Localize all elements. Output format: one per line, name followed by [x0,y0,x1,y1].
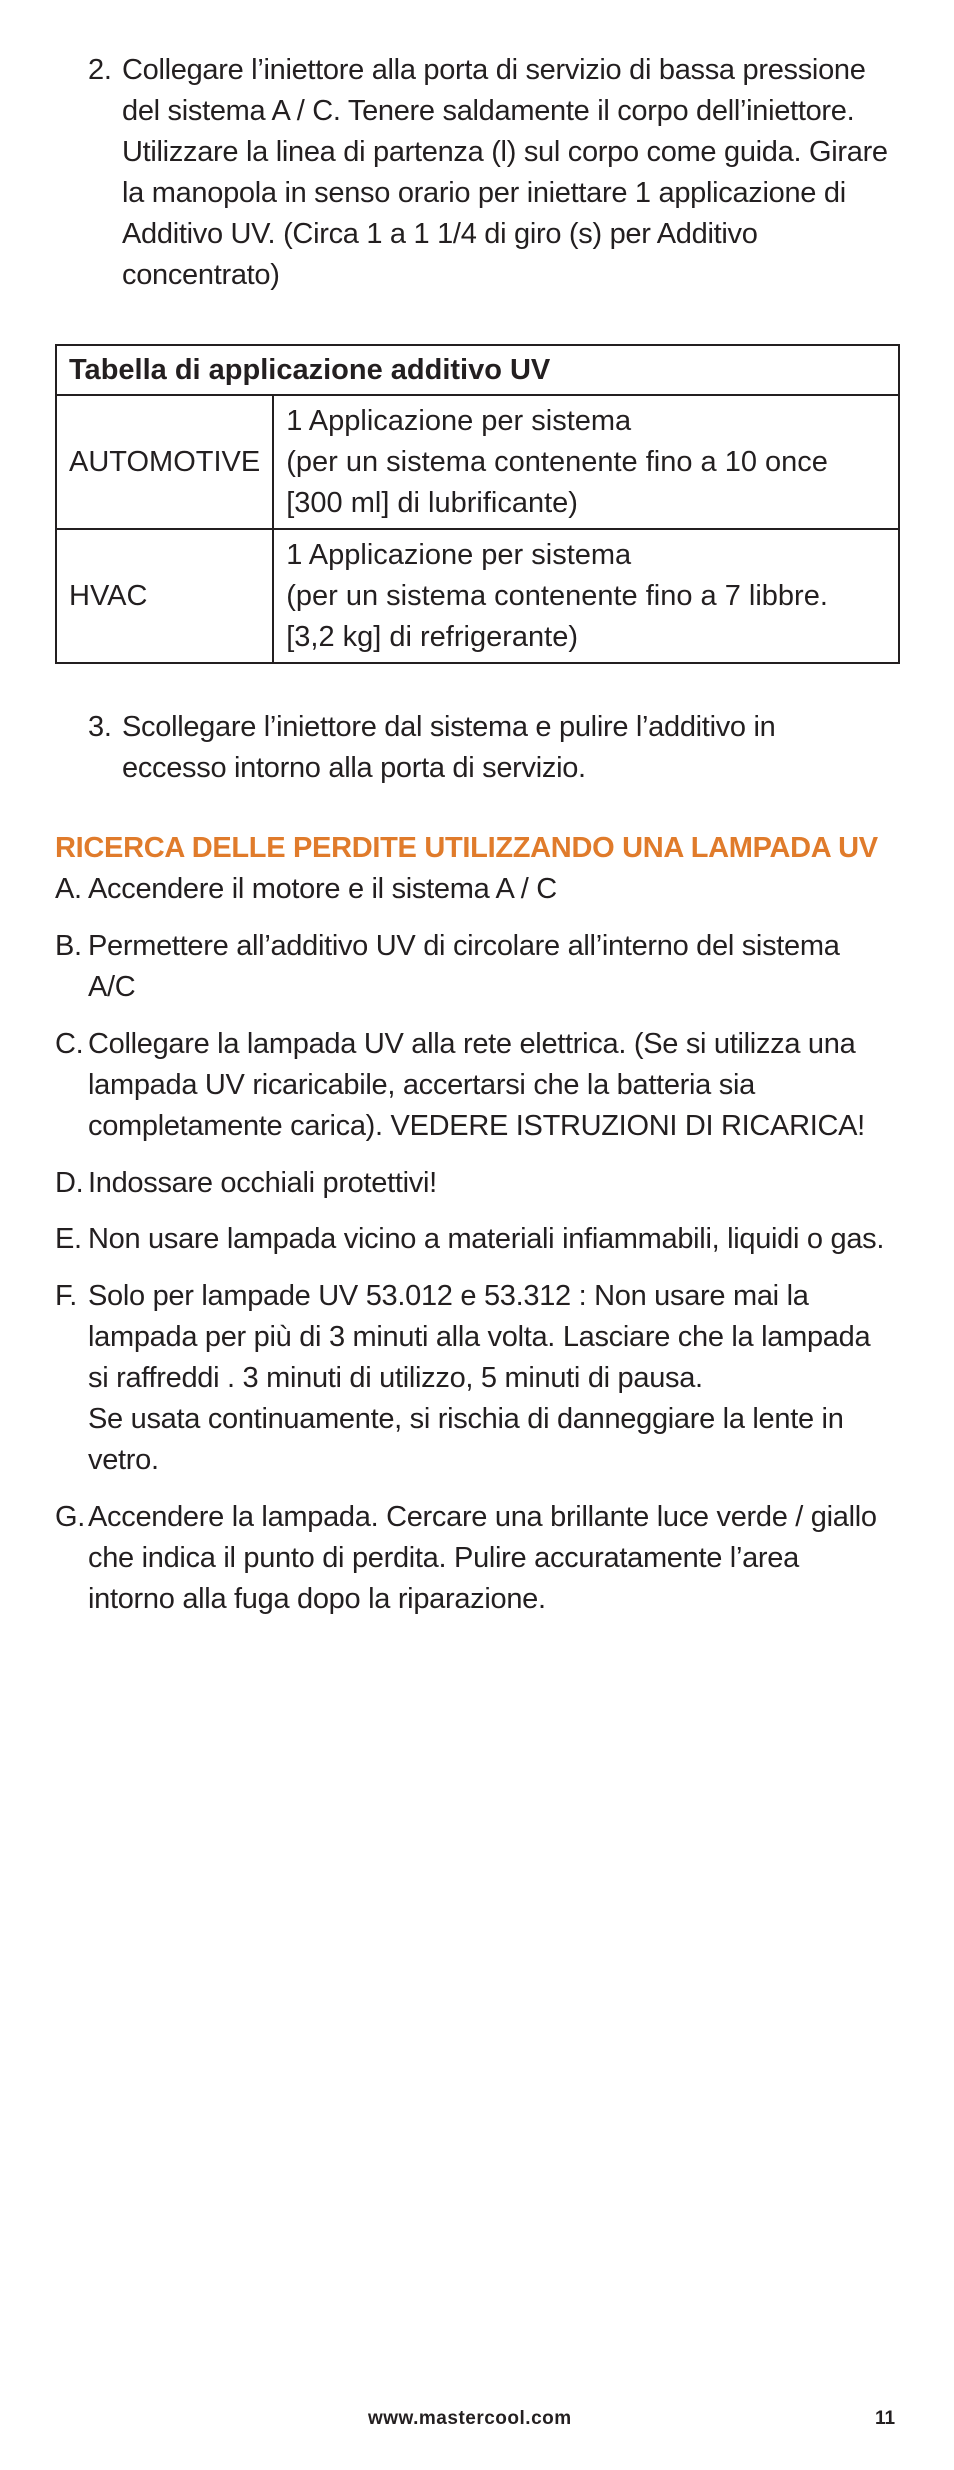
step-2-line: Collegare l’iniettore alla porta di servizio di bassa pressione [122,54,866,86]
list-item-letter: B. [55,930,82,962]
list-item-line: Se usata continuamente, si rischia di danneggiare la lente in [88,1403,844,1435]
step-2-line: concentrato) [122,259,280,291]
list-item-line: Collegare la lampada UV alla rete elettrica. (Se si utilizza una [88,1028,856,1060]
table-cell-line: (per un sistema contenente fino a 7 libbre. [286,579,828,612]
list-item-line: si raffreddi . 3 minuti di utilizzo, 5 minuti di pausa. [88,1362,703,1394]
step-3-line: eccesso intorno alla porta di servizio. [122,752,586,784]
list-item [55,1219,905,1260]
list-item-letter: G. [55,1501,86,1533]
list-item-line: Non usare lampada vicino a materiali infiammabili, liquidi o gas. [88,1223,885,1255]
step-2-line: Additivo UV. (Circa 1 a 1 1/4 di giro (s) per Additivo [122,218,758,250]
step-2-line: Utilizzare la linea di partenza (l) sul corpo come guida. Girare [122,136,888,168]
list-item-line: completamente carica). VEDERE ISTRUZIONI DI RICARICA! [88,1110,865,1142]
list-item-line: lampada UV ricaricabile, accertarsi che la batteria sia [88,1069,755,1101]
step-number: 2. [88,54,112,86]
table-header-row [56,345,899,395]
step-2-text [88,50,908,296]
table-cell-line: 1 Applicazione per sistema [286,404,632,437]
step-3-text [88,707,908,789]
list-item-letter: D. [55,1167,84,1199]
list-item-text [55,1219,905,1260]
list-item-line: Indossare occhiali protettivi! [88,1167,437,1199]
list-item-line: Solo per lampade UV 53.012 e 53.312 : Non usare mai la [88,1280,809,1312]
list-item-line: lampada per più di 3 minuti alla volta. Lasciare che la lampada [88,1321,871,1353]
section-heading: RICERCA DELLE PERDITE UTILIZZANDO UNA LAMPADA UV [55,832,878,864]
list-item-letter: C. [55,1028,84,1060]
table-cell-line: (per un sistema contenente fino a 10 once [286,445,828,478]
list-item-line: Accendere la lampada. Cercare una brillante luce verde / giallo [88,1501,877,1533]
table-row-label: AUTOMOTIVE [56,395,273,529]
table-cell-line: [300 ml] di lubrificante) [286,486,578,519]
step-2-line: del sistema A / C. Tenere saldamente il corpo dell’iniettore. [122,95,855,127]
list-item [55,926,905,1008]
step-2-line: la manopola in senso orario per iniettare 1 applicazione di [122,177,846,209]
list-item-letter: F. [55,1280,77,1312]
list-item-letter: E. [55,1223,82,1255]
list-item-text [55,1497,905,1620]
step-3 [88,707,908,789]
list-item-text [55,926,905,1008]
list-item-line: vetro. [88,1444,159,1476]
list-item-text [55,869,905,910]
list-item-letter: A. [55,873,82,905]
list-item [55,1276,905,1481]
page-number: 11 [875,2408,896,2429]
step-2 [88,50,908,296]
list-item [55,1024,905,1147]
list-item [55,1163,905,1204]
list-item-line: che indica il punto di perdita. Pulire accuratamente l’area [88,1542,799,1574]
footer-website-link[interactable]: www.mastercool.com [368,2408,572,2429]
list-item-line: intorno alla fuga dopo la riparazione. [88,1583,546,1615]
table-row [56,529,899,663]
table-title: Tabella di applicazione additivo UV [56,345,899,395]
table-cell-line: [3,2 kg] di refrigerante) [286,620,578,653]
list-item [55,869,905,910]
list-item-line: Accendere il motore e il sistema A / C [88,873,557,905]
list-item-line: Permettere all’additivo UV di circolare all’interno del sistema [88,930,840,962]
uv-application-table [55,344,900,664]
list-item-text [55,1276,905,1481]
table-row [56,395,899,529]
list-item-text [55,1163,905,1204]
table-row-description [273,529,899,663]
step-3-line: Scollegare l’iniettore dal sistema e pulire l’additivo in [122,711,776,743]
table-row-description [273,395,899,529]
list-item [55,1497,905,1620]
table-row-label: HVAC [56,529,273,663]
list-item-line: A/C [88,971,136,1003]
step-number: 3. [88,711,112,743]
list-item-text [55,1024,905,1147]
table-cell-line: 1 Applicazione per sistema [286,538,632,571]
